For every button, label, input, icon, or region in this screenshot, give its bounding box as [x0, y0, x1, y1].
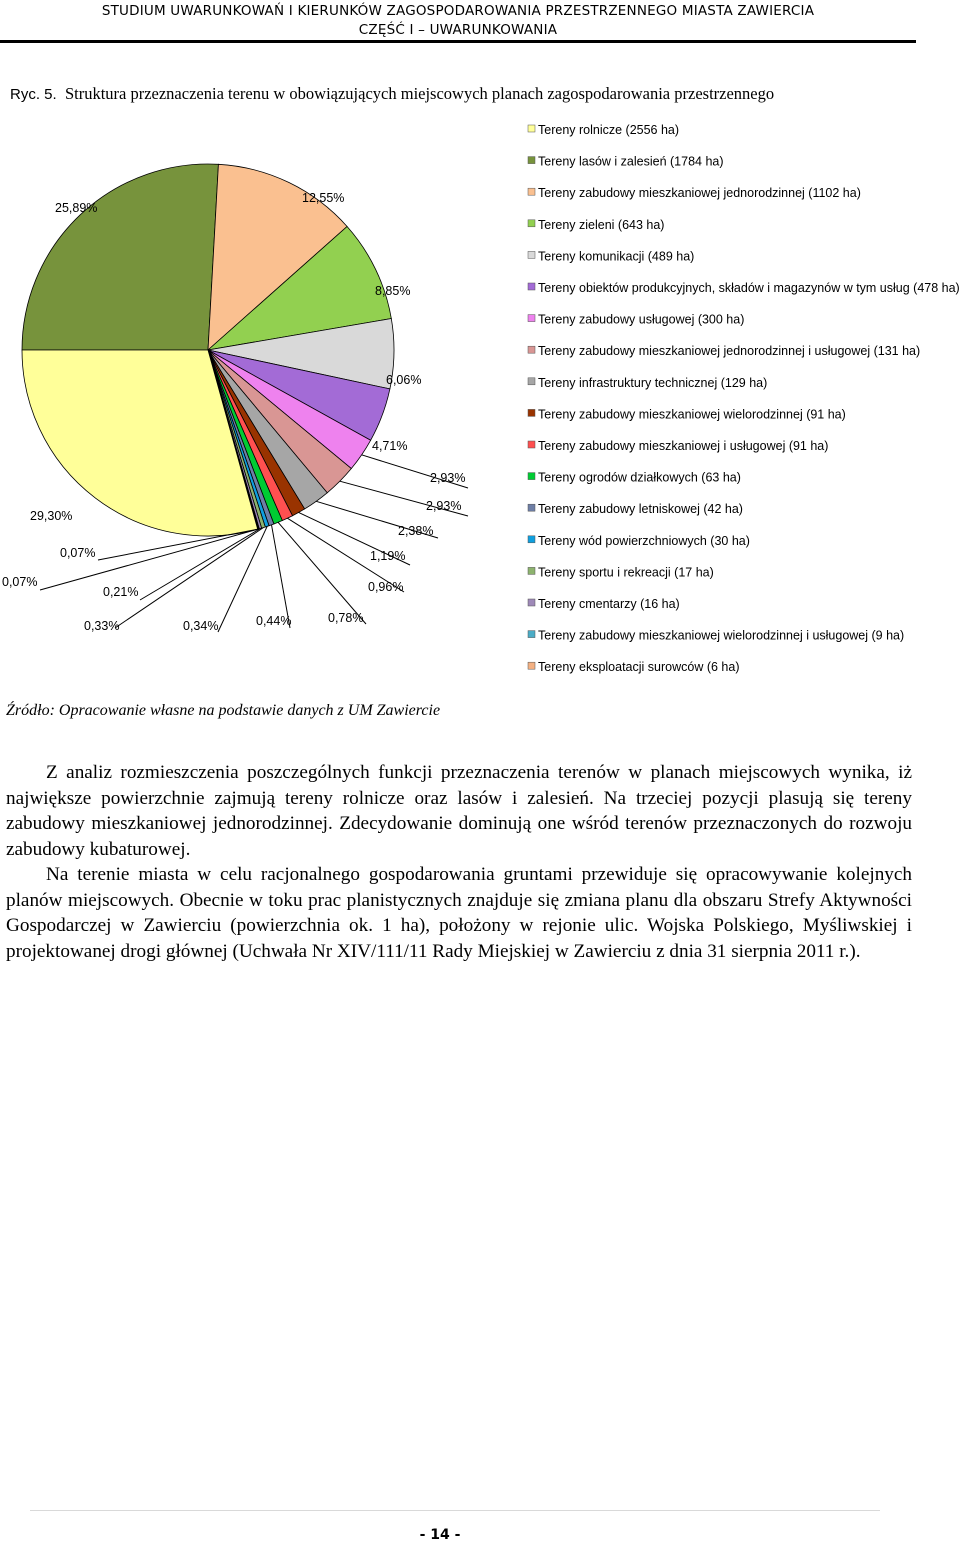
pie-label-13: 0,44%: [256, 614, 292, 628]
legend-swatch-6: [528, 283, 535, 290]
header-title: STUDIUM UWARUNKOWAŃ I KIERUNKÓW ZAGOSPODAROWANIA PRZESTRZENNEGO MIASTA ZAWIERCIA: [101, 3, 815, 19]
pie-label-6: 4,71%: [372, 439, 408, 453]
figure-title: Struktura przeznaczenia terenu w obowiązujących miejscowych planach zagospodarowania przestrzennego: [64, 84, 775, 103]
paragraph-2: Na terenie miasta w celu racjonalnego gospodarowania gruntami przewiduje się opracowywanie kolejnych planów miejscowych. Obecnie w toku prac planistycznych znajduje się zmiana planu dla obszaru Strefy Aktywności Gospodarczej w Zawierciu (powierzchnia ok. 1 ha), położony w rejonie ulic. Wojska Polskiego, Myśliwskiej i projektowanej drogi głównej (Uchwała Nr XIV/111/11 Rady Miejskiej w Zawierciu z dnia 31 sierpnia 2011 r.).: [6, 864, 912, 962]
pie-label-16: 0,21%: [103, 585, 139, 599]
pie-label-1: 29,30%: [30, 509, 73, 523]
legend-label-3: Tereny zabudowy mieszkaniowej jednorodzinnej (1102 ha): [538, 186, 861, 201]
legend-label-12: Tereny ogrodów działkowych (63 ha): [538, 470, 741, 485]
pie-label-10: 1,19%: [370, 549, 406, 563]
legend-swatch-1: [528, 125, 535, 132]
legend-label-9: Tereny infrastruktury technicznej (129 ha): [538, 375, 768, 390]
pie-slice-2: [22, 164, 218, 350]
legend-label-5: Tereny komunikacji (489 ha): [538, 249, 695, 264]
land-use-pie-chart: [0, 112, 960, 692]
pie-label-5: 6,06%: [386, 373, 422, 387]
running-header: [0, 0, 916, 44]
pie-label-4: 8,85%: [375, 284, 411, 298]
legend-label-14: Tereny wód powierzchniowych (30 ha): [538, 533, 750, 548]
legend-label-1: Tereny rolnicze (2556 ha): [538, 123, 680, 137]
pie-label-17: 0,07%: [2, 575, 38, 589]
legend-label-16: Tereny cmentarzy (16 ha): [538, 597, 680, 611]
legend-swatch-5: [528, 251, 535, 258]
legend-swatch-7: [528, 315, 535, 322]
pie-label-18: 0,07%: [60, 546, 96, 560]
pie-label-14: 0,34%: [183, 619, 219, 633]
pie-slices: [22, 164, 394, 536]
legend-swatch-4: [528, 220, 535, 227]
legend-label-17: Tereny zabudowy mieszkaniowej wielorodzinnej i usługowej (9 ha): [538, 628, 905, 643]
legend-label-15: Tereny sportu i rekreacji (17 ha): [538, 565, 714, 580]
legend-label-8: Tereny zabudowy mieszkaniowej jednorodzinnej i usługowej (131 ha): [538, 344, 921, 359]
legend-label-13: Tereny zabudowy letniskowej (42 ha): [538, 502, 743, 517]
figure-caption: [10, 84, 774, 104]
legend-label-6: Tereny obiektów produkcyjnych, składów i magazynów w tym usług (478 ha): [538, 281, 960, 295]
legend-swatch-13: [528, 504, 535, 511]
pie-label-2: 25,89%: [55, 201, 98, 215]
chart-legend: [528, 123, 960, 674]
legend-swatch-9: [528, 378, 535, 385]
legend-label-4: Tereny zieleni (643 ha): [538, 217, 665, 232]
pie-label-15: 0,33%: [84, 619, 120, 633]
body-text: [6, 760, 912, 964]
pie-label-3: 12,55%: [302, 191, 345, 205]
legend-swatch-8: [528, 346, 535, 353]
header-subtitle: CZĘŚĆ I – UWARUNKOWANIA: [358, 22, 558, 38]
legend-swatch-10: [528, 409, 535, 416]
legend-swatch-2: [528, 157, 535, 164]
legend-swatch-14: [528, 536, 535, 543]
paragraph-1: Z analiz rozmieszczenia poszczególnych funkcji przeznaczenia terenów w planach miejscowych wynika, iż największe powierzchnie zajmują tereny rolnicze oraz lasów i zalesień. Na trzeciej pozycji plasują się tereny zabudowy mieszkaniowej jednorodzinnej. Zdecydowanie dominują one wśród terenów przeznaczonych do rozwoju zabudowy kubaturowej.: [6, 762, 912, 860]
legend-label-2: Tereny lasów i zalesień (1784 ha): [538, 154, 724, 169]
legend-swatch-12: [528, 473, 535, 480]
pie-label-8: 2,93%: [426, 499, 462, 513]
leader-line-13: [272, 525, 291, 628]
page-number: - 14 -: [419, 1527, 461, 1543]
pie-label-11: 0,96%: [368, 580, 404, 594]
figure-number: Ryc. 5.: [10, 86, 57, 103]
legend-swatch-16: [528, 599, 535, 606]
figure-source: Źródło: Opracowanie własne na podstawie danych z UM Zawiercie: [6, 702, 441, 719]
pie-label-12: 0,78%: [328, 611, 364, 625]
leader-line-16: [140, 529, 260, 601]
legend-label-11: Tereny zabudowy mieszkaniowej i usługowej (91 ha): [538, 439, 829, 453]
legend-swatch-11: [528, 441, 535, 448]
legend-swatch-18: [528, 662, 535, 669]
legend-swatch-17: [528, 631, 535, 638]
legend-label-18: Tereny eksploatacji surowców (6 ha): [538, 660, 740, 675]
legend-swatch-3: [528, 188, 535, 195]
pie-label-7: 2,93%: [430, 471, 466, 485]
header-rule: [0, 40, 916, 43]
legend-label-10: Tereny zabudowy mieszkaniowej wielorodzinnej (91 ha): [538, 407, 846, 422]
footer-rule: [30, 1510, 880, 1511]
legend-swatch-15: [528, 567, 535, 574]
pie-label-9: 2,38%: [398, 524, 434, 538]
legend-label-7: Tereny zabudowy usługowej (300 ha): [538, 312, 745, 327]
